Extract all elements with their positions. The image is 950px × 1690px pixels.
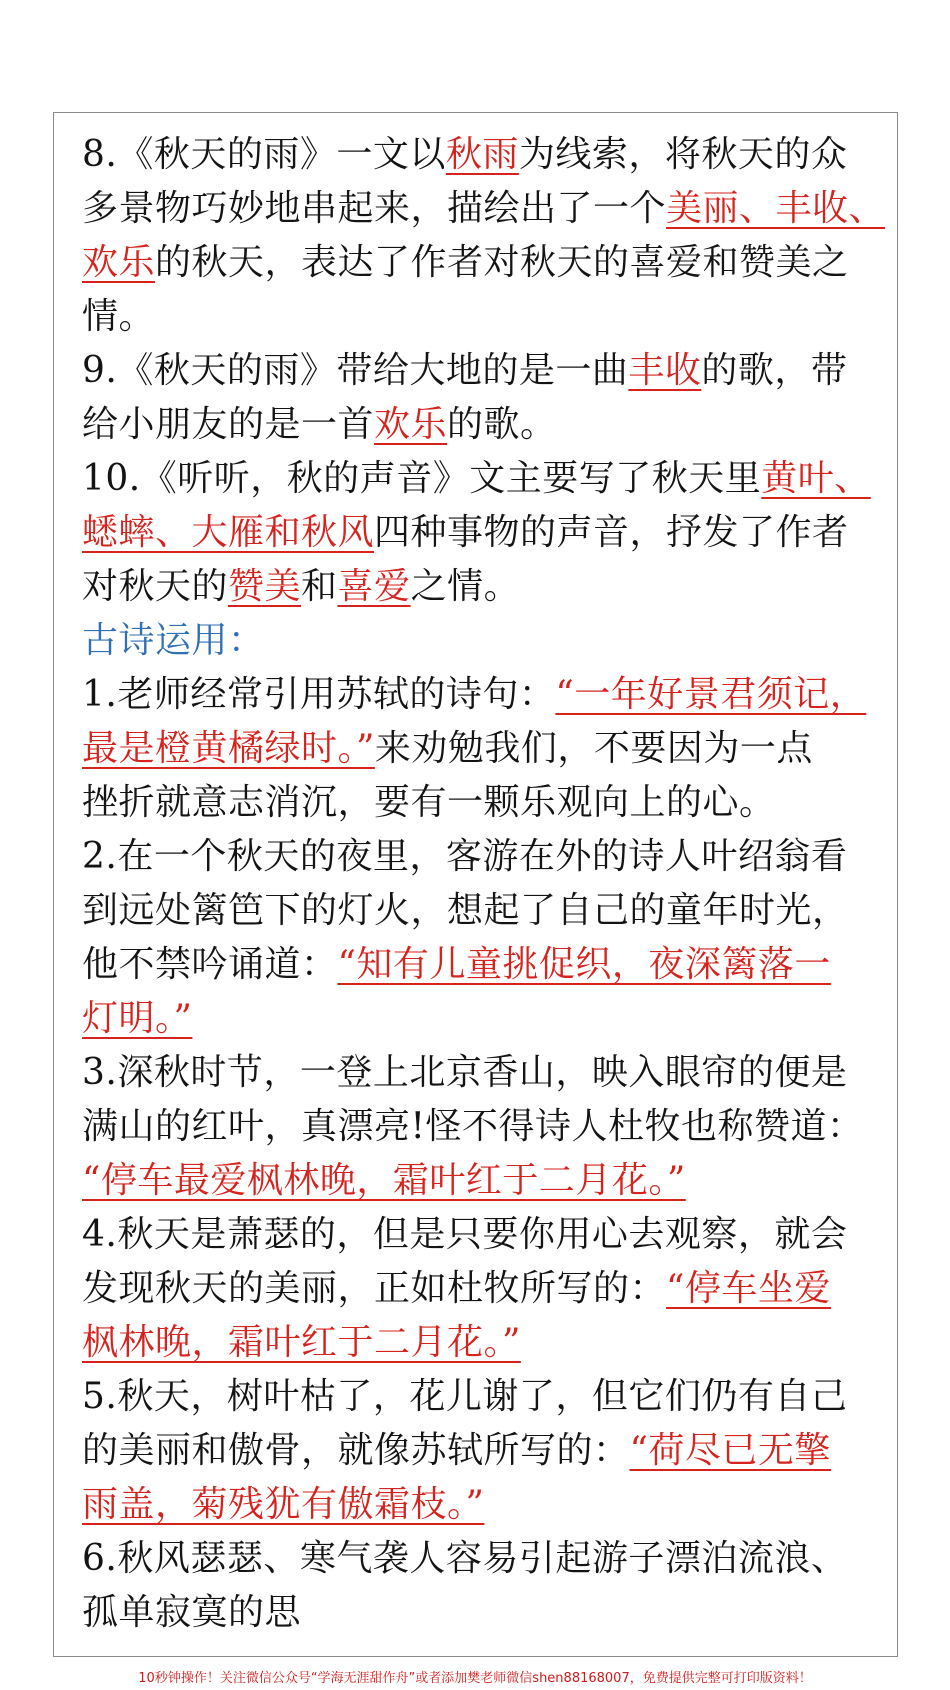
text-line (82, 722, 872, 776)
text-line (82, 1424, 872, 1478)
line-text: 发现秋天的美丽，正如杜牧所写的： (82, 1268, 667, 1309)
text-line (82, 614, 872, 668)
answer-fill: 枫林晚，霜叶红于二月花。” (82, 1322, 521, 1363)
text-line (82, 182, 886, 236)
answer-fill: “停车最爱枫林晚，霜叶红于二月花。” (82, 1160, 686, 1201)
line-text: 到远处篱笆下的灯火，想起了自己的童年时光， (82, 890, 849, 931)
line-text: 2.在一个秋天的夜里，客游在外的诗人叶绍翁看 (82, 836, 848, 877)
text-line (82, 128, 872, 182)
line-text: 孤单寂寞的思 (82, 1592, 302, 1633)
answer-fill: “知有儿童挑促织，夜深篱落一 (337, 944, 831, 985)
answer-fill: 最是橙黄橘绿时。” (82, 728, 375, 769)
text-line (82, 290, 872, 344)
answer-fill: 丰收 (628, 350, 702, 391)
footer-promo-text: 10秒钟操作！关注微信公众号“学海无涯甜作舟”或者添加樊老师微信shen88168007，免费提供完整可打印版资料！ (138, 1671, 812, 1686)
text-line (82, 398, 872, 452)
text-line (82, 1532, 872, 1586)
line-text: 3.深秋时节，一登上北京香山，映入眼帘的便是 (82, 1052, 848, 1093)
line-text: 对秋天的 (82, 566, 229, 607)
line-text: 满山的红叶，真漂亮!怪不得诗人杜牧也称赞道： (82, 1106, 864, 1147)
text-line (82, 1370, 872, 1424)
text-line (82, 830, 872, 884)
line-text: 情。 (82, 296, 156, 337)
answer-fill: 蟋蟀、大雁和秋风 (82, 512, 375, 553)
text-line (82, 1586, 872, 1640)
line-text: 之情。 (410, 566, 521, 607)
text-line (82, 452, 872, 506)
line-text: 4.秋天是萧瑟的，但是只要你用心去观察，就会 (82, 1214, 848, 1255)
answer-fill: “荷尽已无擎 (629, 1430, 831, 1471)
answer-fill: 美丽、丰收、 (666, 188, 886, 229)
answer-fill: 灯明。” (82, 998, 193, 1039)
line-text: 的歌。 (447, 404, 557, 445)
line-text: 的美丽和傲骨，就像苏轼所写的： (82, 1430, 630, 1471)
text-line (82, 1208, 872, 1262)
line-text: 9.《秋天的雨》带给大地的是一曲 (82, 350, 629, 391)
text-line (82, 938, 872, 992)
answer-fill: 雨盖，菊残犹有傲霜枝。” (82, 1484, 485, 1525)
text-line (82, 344, 872, 398)
line-text: 他不禁吟诵道： (82, 944, 338, 985)
worksheet-content (82, 128, 886, 1640)
text-line (82, 668, 872, 722)
text-line (82, 1100, 872, 1154)
text-line (82, 506, 872, 560)
line-text: 的秋天，表达了作者对秋天的喜爱和赞美之 (155, 242, 849, 283)
line-text: 给小朋友的是一首 (82, 404, 375, 445)
line-text: 和 (301, 566, 338, 607)
answer-fill: 秋雨 (445, 134, 519, 175)
text-line (82, 560, 872, 614)
line-text: 8.《秋天的雨》一文以 (82, 134, 446, 175)
line-text: 10.《听听，秋的声音》文主要写了秋天里 (82, 458, 762, 499)
text-line (82, 236, 872, 290)
line-text: 来劝勉我们，不要因为一点 (374, 728, 813, 769)
line-text: 多景物巧妙地串起来，描绘出了一个 (82, 188, 667, 229)
text-line (82, 884, 872, 938)
section-heading: 古诗运用： (82, 620, 265, 661)
line-text: 1.老师经常引用苏轼的诗句： (82, 674, 556, 715)
text-line (82, 1154, 872, 1208)
answer-fill: 黄叶、 (761, 458, 871, 499)
answer-fill: 欢乐 (82, 242, 156, 283)
line-text: 6.秋风瑟瑟、寒气袭人容易引起游子漂泊流浪、 (82, 1538, 848, 1579)
answer-fill: 欢乐 (374, 404, 448, 445)
text-line (82, 1316, 872, 1370)
text-line (82, 992, 872, 1046)
answer-fill: 赞美 (228, 566, 302, 607)
text-line (82, 1262, 872, 1316)
line-text: 5.秋天，树叶枯了，花儿谢了，但它们仍有自己 (82, 1376, 848, 1417)
line-text: 的歌，带 (701, 350, 848, 391)
answer-fill: “停车坐爱 (666, 1268, 831, 1309)
text-line (82, 1478, 872, 1532)
line-text: 为线索，将秋天的众 (518, 134, 848, 175)
line-text: 挫折就意志消沉，要有一颗乐观向上的心。 (82, 782, 776, 823)
text-line (82, 776, 872, 830)
line-text: 四种事物的声音，抒发了作者 (374, 512, 849, 553)
text-line (82, 1046, 872, 1100)
answer-fill: “一年好景君须记， (555, 674, 867, 715)
answer-fill: 喜爱 (337, 566, 411, 607)
